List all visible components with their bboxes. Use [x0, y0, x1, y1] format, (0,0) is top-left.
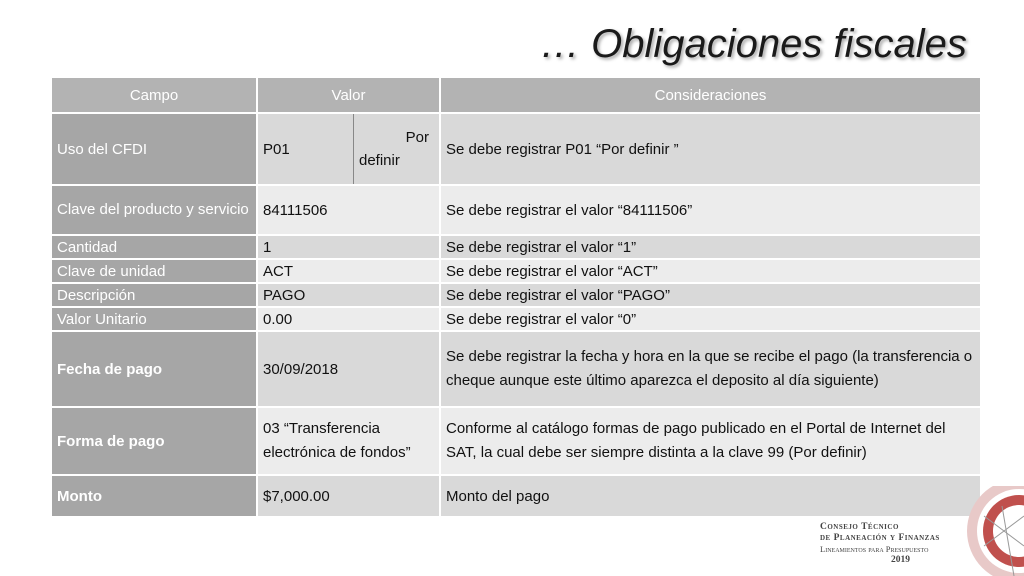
slide-title: … Obligaciones fiscales: [540, 22, 967, 66]
row-consideraciones: Se debe registrar P01 “Por definir ”: [440, 113, 981, 185]
row-consideraciones: Se debe registrar el valor “PAGO”: [440, 283, 981, 307]
row-campo: Uso del CFDI: [51, 113, 257, 185]
row-valor: 1: [257, 235, 440, 259]
row-valor: 30/09/2018: [257, 331, 440, 407]
table-row: [51, 113, 981, 185]
logo-line2: de Planeación y Finanzas: [820, 533, 940, 543]
row-campo: Clave del producto y servicio: [51, 185, 257, 235]
row-campo: Clave de unidad: [51, 259, 257, 283]
table-row: [51, 185, 981, 235]
row-valor: 84111506: [257, 185, 440, 235]
table-row: [51, 283, 981, 307]
row-valor: ACT: [257, 259, 440, 283]
row-campo: Monto: [51, 475, 257, 517]
table-row: [51, 307, 981, 331]
row-campo: Valor Unitario: [51, 307, 257, 331]
table-row: [51, 259, 981, 283]
uso-code: P01: [258, 114, 354, 184]
logo-text: [820, 522, 940, 566]
header-consideraciones: Consideraciones: [440, 77, 981, 113]
row-valor: $7,000.00: [257, 475, 440, 517]
row-consideraciones: Se debe registrar el valor “1”: [440, 235, 981, 259]
uso-desc-line2: definir: [359, 152, 400, 169]
uso-desc-line1: Por: [405, 129, 429, 146]
row-consideraciones: Se debe registrar la fecha y hora en la que se recibe el pago (la transferencia o cheque aunque este último aparezca el deposito al día siguiente): [440, 331, 981, 407]
logo-line3: Lineamientos para Presupuesto: [820, 544, 929, 554]
row-valor: PAGO: [257, 283, 440, 307]
row-consideraciones: Monto del pago: [440, 475, 981, 517]
table-row: [51, 407, 981, 475]
row-consideraciones: Se debe registrar el valor “ACT”: [440, 259, 981, 283]
table-row: [51, 331, 981, 407]
row-consideraciones: Conforme al catálogo formas de pago publicado en el Portal de Internet del SAT, la cual debe ser siempre distinta a la clave 99 (Por definir): [440, 407, 981, 475]
table-header-row: [51, 77, 981, 113]
table-row: [51, 235, 981, 259]
logo-year: 2019: [891, 555, 910, 565]
row-consideraciones: Se debe registrar el valor “84111506”: [440, 185, 981, 235]
row-campo: Cantidad: [51, 235, 257, 259]
header-valor: Valor: [257, 77, 440, 113]
row-campo: Descripción: [51, 283, 257, 307]
header-campo: Campo: [51, 77, 257, 113]
row-valor: 0.00: [257, 307, 440, 331]
row-consideraciones: Se debe registrar el valor “0”: [440, 307, 981, 331]
row-campo: Forma de pago: [51, 407, 257, 475]
row-valor: 03 “Transferencia electrónica de fondos”: [257, 407, 440, 475]
uso-desc: [354, 114, 439, 184]
obligations-table: [50, 76, 982, 518]
row-campo: Fecha de pago: [51, 331, 257, 407]
row-valor: [257, 113, 440, 185]
logo-line1: Consejo Técnico: [820, 522, 899, 532]
